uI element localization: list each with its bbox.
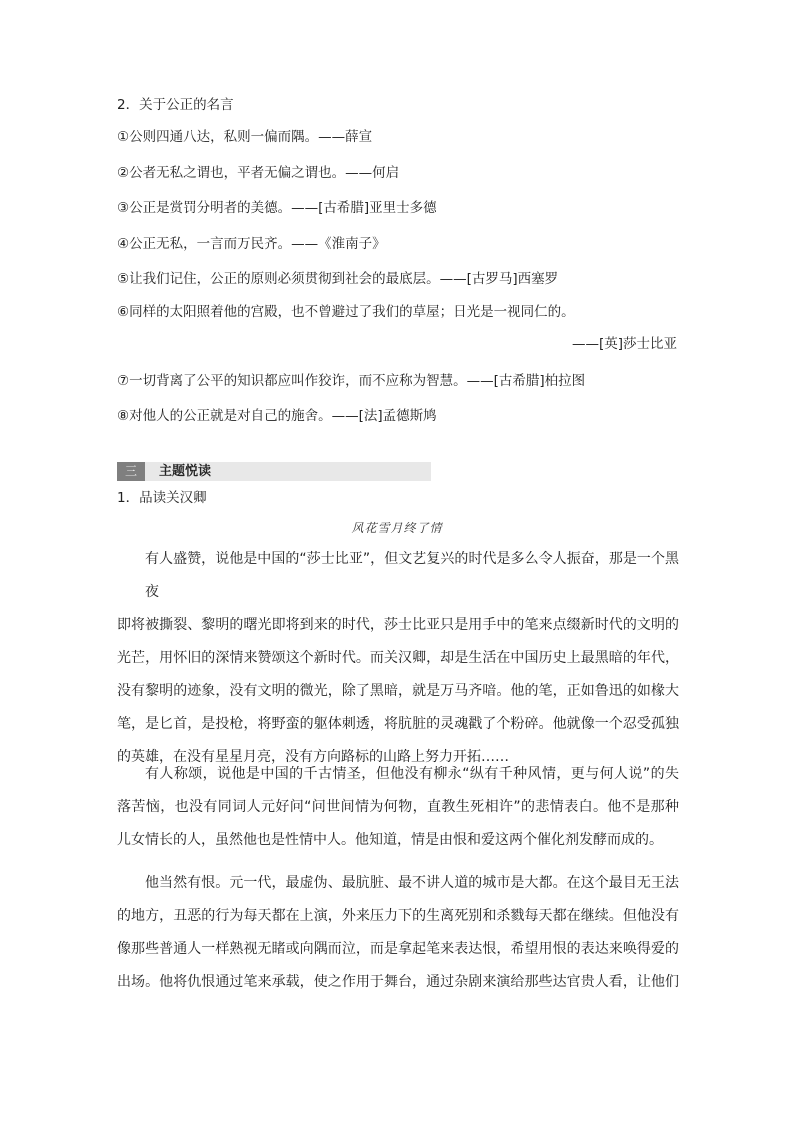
paragraph-line: 没有黎明的迹象，没有文明的微光，除了黑暗，就是万马齐喑。他的笔，正如鲁迅的如椽大 (117, 683, 679, 699)
paragraph-line: 笔，是匕首，是投枪，将野蛮的躯体刺透，将肮脏的灵魂戳了个粉碎。他就像一个忍受孤独 (117, 716, 679, 732)
paragraph-line: 他当然有恨。元一代，最虚伪、最肮脏、最不讲人道的城市是大都。在这个最目无王法 (145, 875, 679, 891)
section-header-bar (117, 462, 431, 481)
paragraph-line: 像那些普通人一样熟视无睹或向隅而泣，而是拿起笔来表达恨，希望用恨的表达来唤得爱的 (117, 941, 679, 957)
essay-title: 风花雪月终了情 (351, 521, 443, 535)
paragraph-line: 儿女情长的人，虽然他也是性情中人。他知道，情是由恨和爱这两个催化剂发酵而成的。 (117, 832, 663, 848)
paragraph-line: 落苦恼，也没有同词人元好问“问世间情为何物，直教生死相许”的悲情表白。他不是那种 (117, 799, 679, 815)
essay-paragraph (117, 758, 679, 857)
paragraph-line: 有人称颂，说他是中国的千古情圣，但他没有柳永“纵有千种风情，更与何人说”的失 (145, 766, 679, 782)
subheading: 1．品读关汉卿 (117, 490, 207, 506)
quote-item: ①公则四通八达，私则一偏而隅。——薛宣 (117, 129, 373, 145)
paragraph-line: 的地方，丑恶的行为每天都在上演，外来压力下的生离死别和杀戮每天都在继续。但他没有 (117, 908, 679, 924)
paragraph-line: 出场。他将仇恨通过笔来承载，使之作用于舞台，通过杂剧来演给那些达官贵人看，让他们 (117, 974, 679, 990)
quote-item: ⑧对他人的公正就是对自己的施舍。——[法]孟德斯鸠 (117, 408, 437, 424)
quote-item: ③公正是赏罚分明者的美德。——[古希腊]亚里士多德 (117, 200, 437, 216)
essay-paragraph (117, 867, 679, 999)
paragraph-line: 有人盛赞，说他是中国的“莎士比亚”，但文艺复兴的时代是多么令人振奋，那是一个黑夜 (145, 551, 679, 600)
paragraph-line: 即将被撕裂、黎明的曙光即将到来的时代，莎士比亚只是用手中的笔来点缀新时代的文明的 (117, 617, 679, 633)
quote-item: ⑤让我们记住，公正的原则必须贯彻到社会的最底层。——[古罗马]西塞罗 (117, 271, 559, 287)
quote-item: ②公者无私之谓也，平者无偏之谓也。——何启 (117, 165, 400, 181)
section-title: 主题悦读 (159, 464, 212, 479)
essay-paragraph (117, 543, 679, 774)
quote-item: ⑦一切背离了公平的知识都应叫作狡诈，而不应称为智慧。——[古希腊]柏拉图 (117, 373, 586, 389)
quote-attribution: ——[英]莎士比亚 (571, 336, 677, 352)
section-heading-quotes: 2．关于公正的名言 (117, 97, 234, 113)
paragraph-line: 光芒，用怀旧的深情来赞颂这个新时代。而关汉卿，却是生活在中国历史上最黑暗的年代， (117, 650, 679, 666)
section-number-badge: 三 (117, 462, 145, 481)
quote-item: ④公正无私，一言而万民齐。——《淮南子》 (117, 236, 386, 252)
paragraph-line: 的英雄，在没有星星月亮，没有方向路标的山路上努力开拓…… (117, 749, 509, 765)
quote-item: ⑥同样的太阳照着他的宫殿，也不曾避过了我们的草屋；日光是一视同仁的。 (117, 304, 575, 320)
